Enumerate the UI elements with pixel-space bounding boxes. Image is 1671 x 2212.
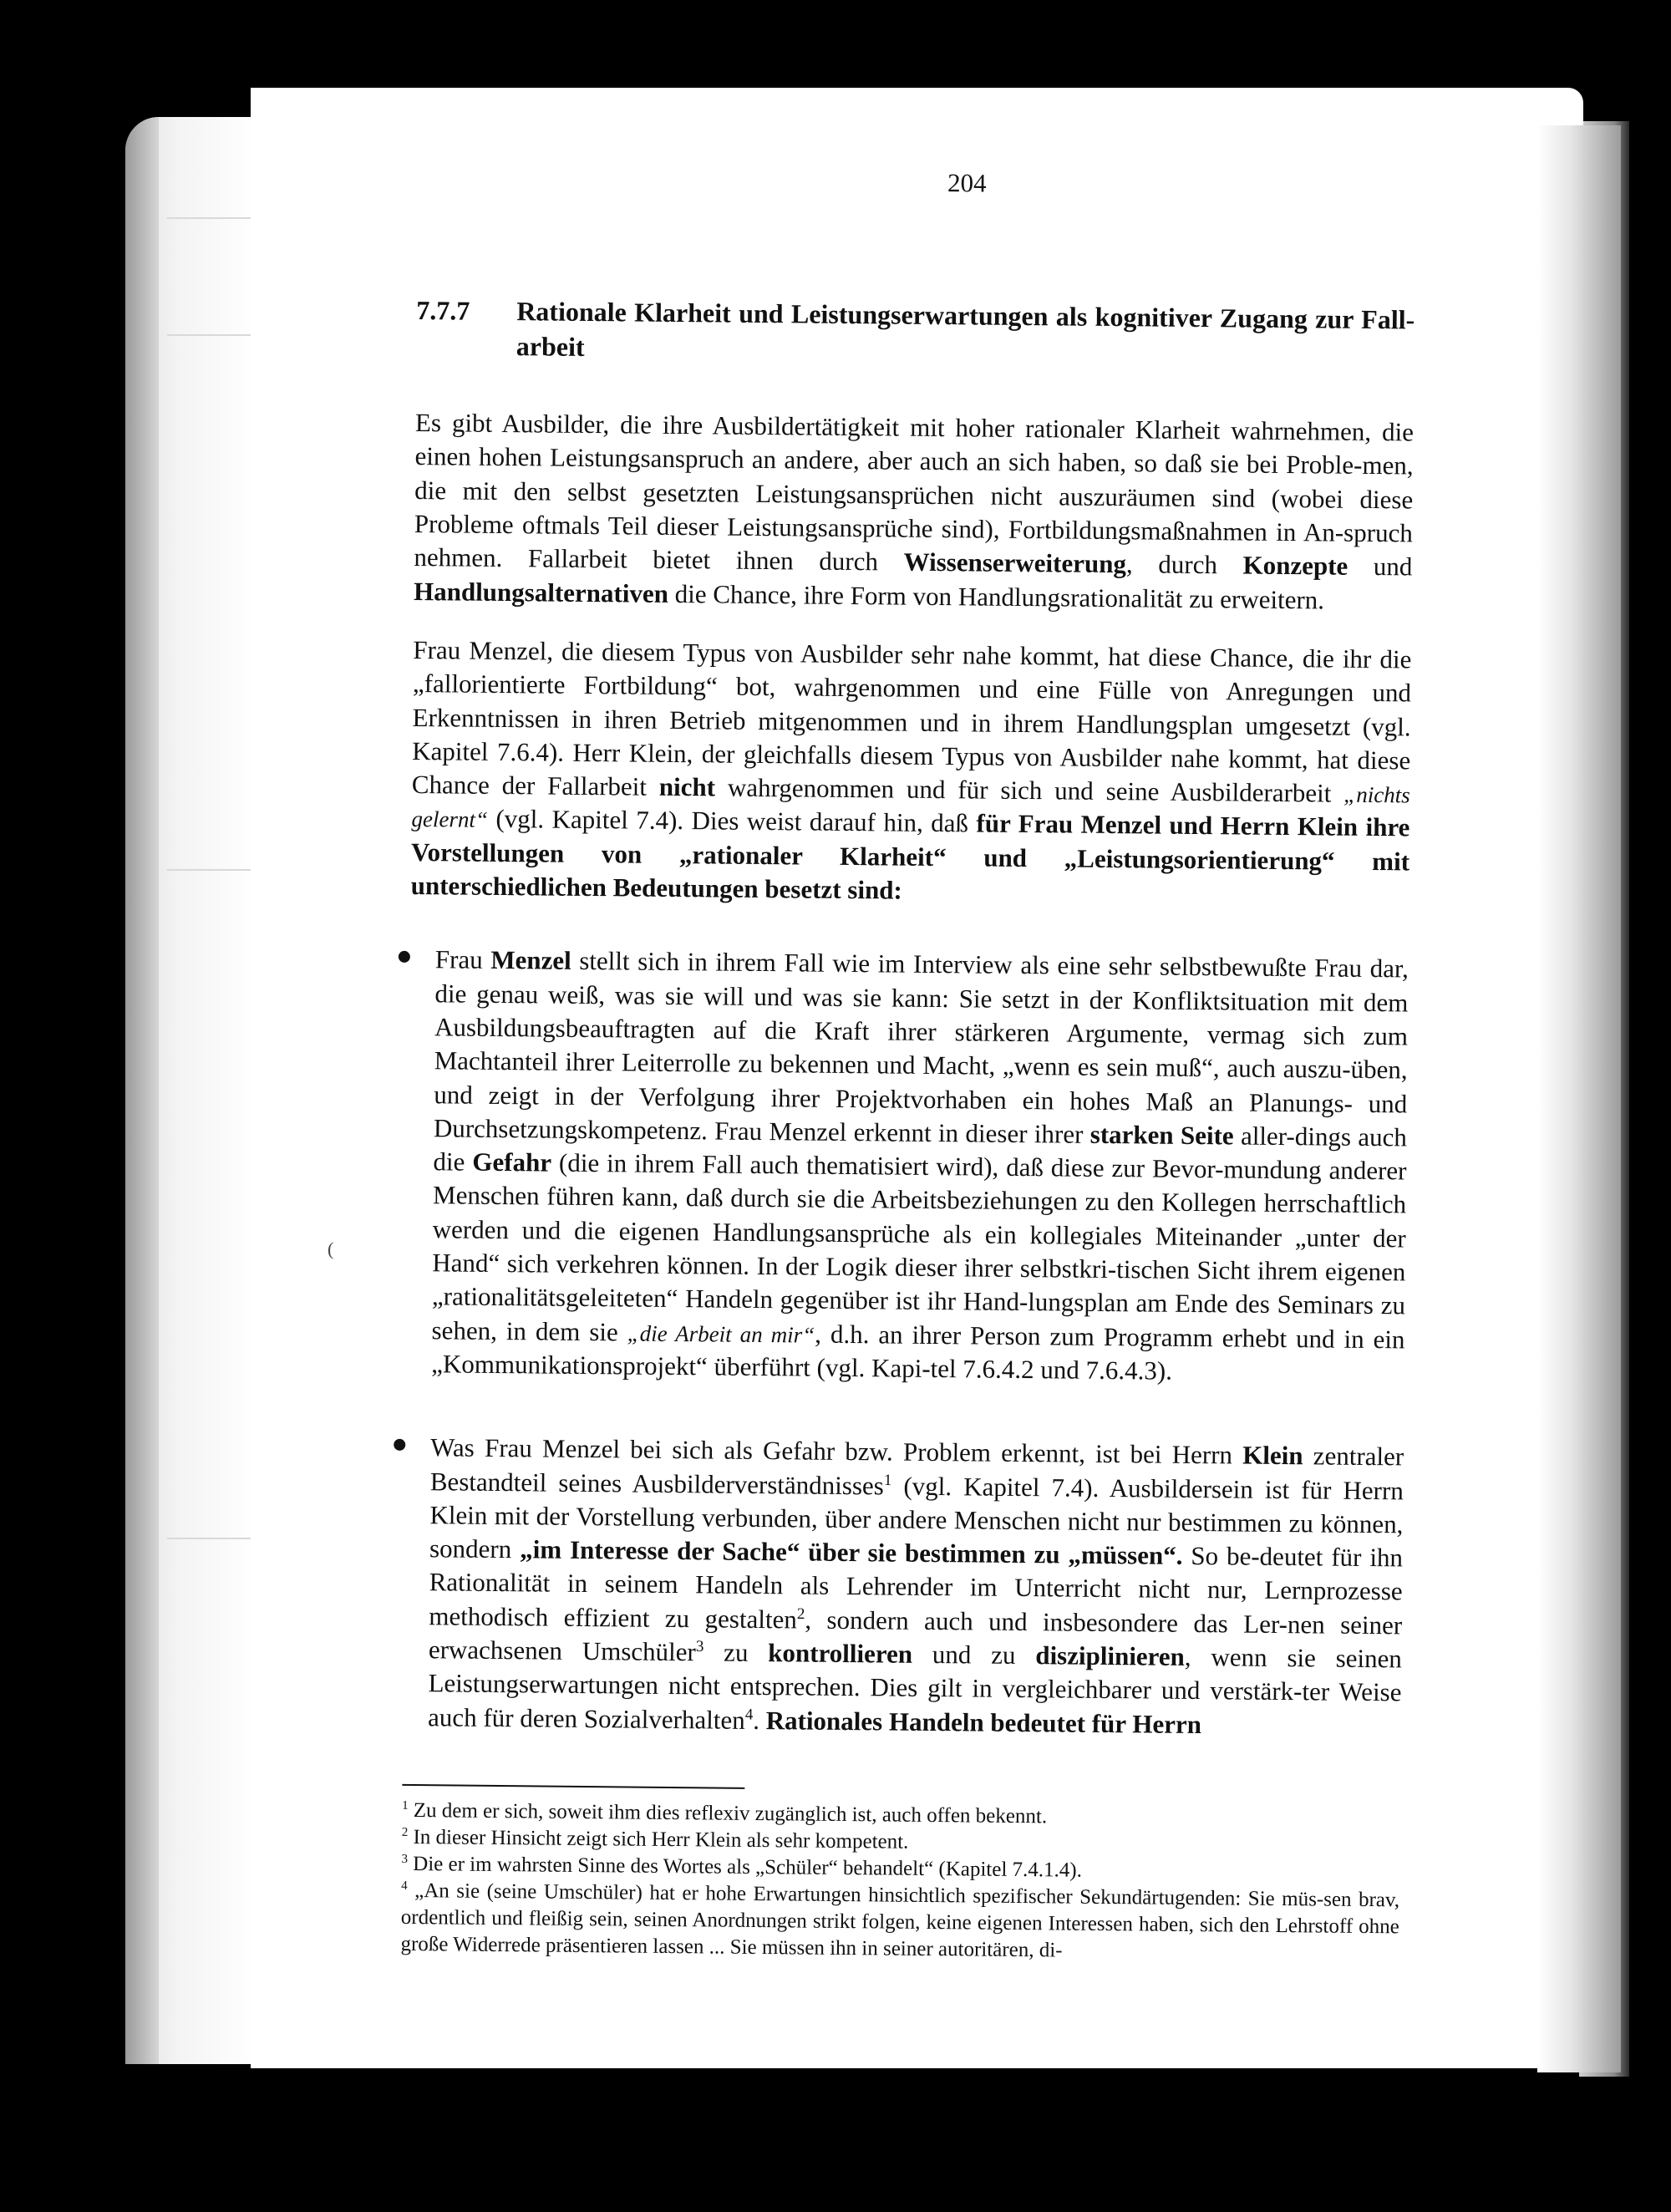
section-number: 7.7.7 [416, 294, 470, 326]
section-title: Rationale Klarheit und Leistungserwartungen als kognitiver Zugang zur Fall-arbeit [516, 296, 1415, 362]
page-edge-line [167, 869, 251, 871]
page-edge-line [167, 1538, 251, 1539]
footnote-ref: 3 [695, 1637, 704, 1655]
page-content [400, 163, 1416, 1967]
page-edge-line [167, 217, 251, 219]
footnote: $^3$ Die er im wahrsten Sinne des Wortes als „Schüler“ behandelt“ (Kapitel 7.4.1.4). [401, 1852, 1083, 1882]
bullet-list [403, 943, 1409, 1743]
paragraph-1: Es gibt Ausbilder, die ihre Ausbildertätigkeit mit hoher rationaler Klarheit wahrnehmen, die einen hohen Leistungsanspruch an andere, aber auch an sich haben, so daß sie bei Proble-men, die mit den selbst gesetzten Leistungsansprüchen nicht auszuräumen sind (wobei diese Probleme oftmals Teil dieser Leistungsansprüche sind), Fortbildungsmaßnahmen in An-spruch nehmen. Fallarbeit bietet ihnen durch Wissenserweiterung, durch Konzepte und Handlungsalternativen die Chance, ihre Form von Handlungsrationalität zu erweitern. [413, 408, 1415, 615]
footnote-divider [402, 1784, 744, 1789]
margin-mark: ( [328, 1238, 334, 1259]
footnote-ref: 4 [744, 1706, 754, 1724]
footnote: $^1$ Zu dem er sich, soweit ihm dies reflexiv zugänglich ist, auch offen bekennt. [402, 1798, 1048, 1828]
bullet-2-text: Was Frau Menzel bei sich als Gefahr bzw. Problem erkennt, ist bei Herrn Klein zentraler Bestandteil seines Ausbilderverständnisses$^1$ (vgl. Kapitel 7.4). Ausbildersein ist für Herrn Klein mit der Vorstellung verbunden, über andere Menschen nicht nur bestimmen zu können, sondern „im Interesse der Sache“ über sie bestimmen zu „müssen“. So be-deutet für ihn Rationalität in seinem Handeln als Lehrender im Unterricht nicht nur, Lernprozesse methodisch effizient zu gestalten$^2$, sondern auch und insbesondere das Ler-nen seiner erwachsenen Umschüler$^3$ zu kontrollieren und zu disziplinieren, wenn sie seinen Leistungserwartungen nicht entsprechen. Dies gilt in vergleichbarer und verstärk-ter Weise auch für deren Sozialverhalten$^4$. Rationales Handeln bedeutet für Herrn [427, 1432, 1404, 1739]
section-heading [416, 293, 1415, 373]
list-item [406, 943, 1409, 1390]
page-number: 204 [947, 168, 987, 198]
list-item [403, 1431, 1404, 1743]
page-gutter-shadow [1537, 125, 1621, 2072]
bullet-1-text: Frau Menzel stellt sich in ihrem Fall wie im Interview als eine sehr selbstbewußte Frau dar, die genau weiß, was sie will und was sie kann: Sie setzt in der Konfliktsituation mit dem Ausbildungsbeauftragten auf die Kraft ihrer stärkeren Argumente, vermag sich zum Machtanteil ihrer Leiterrolle zu bekennen und Macht, „wenn es sein muß“, auch auszu-üben, und zeigt in der Verfolgung ihrer Projektvorhaben ein hohes Maß an Planungs- und Durchsetzungskompetenz. Frau Menzel erkennt in dieser ihrer starken Seite aller-dings auch die Gefahr (die in ihrem Fall auch thematisiert wird), daß diese zur Bevor-mundung anderer Menschen führen kann, daß durch sie die Arbeitsbeziehungen zu den Kollegen herrschaftlich werden und die eigenen Handlungsansprüche als ein kollegiales Miteinander „unter der Hand“ sich verkehren können. In der Logik dieser ihrer selbstkri-tischen Sicht ihrem eigenen „rationalitätsgeleiteten“ Handeln gegenüber ist ihr Hand-lungsplan am Ende des Seminars zu sehen, in dem sie „die Arbeit an mir“, d.h. an ihrer Person zum Programm erhebt und in ein „Kommunikationsprojekt“ überführt (vgl. Kapi-tel 7.6.4.2 und 7.6.4.3). [431, 944, 1409, 1386]
page-edge-line [167, 334, 251, 336]
footnote-ref: 2 [796, 1604, 805, 1623]
book-page-stack [125, 117, 259, 2064]
footnote-ref: 1 [883, 1471, 892, 1489]
footnote: $^4$ „An sie (seine Umschüler) hat er hohe Erwartungen hinsichtlich spezifischer Sekundärtugenden: Sie müs-sen brav, ordentlich und fleißig sein, seinen Anordnungen strikt folgen, keine eigenen Interessen haben, sich den Lehrstoff ohne große Widerrede präsentieren lassen ... Sie müssen ihn in seiner autoritären, di- [400, 1879, 1400, 1962]
paragraph-2: Frau Menzel, die diesem Typus von Ausbilder sehr nahe kommt, hat diese Chance, die ihr die „fallorientierte Fortbildung“ bot, wahrgenommen und eine Fülle von Anregungen und Erkenntnissen in ihren Betrieb mitgenommen und in ihrem Handlungsplan umgesetzt (vgl. Kapitel 7.6.4). Herr Klein, der gleichfalls diesem Typus von Ausbilder nahe kommt, hat diese Chance der Fallarbeit nicht wahrgenommen und für sich und seine Ausbilderarbeit „nichts gelernt“ (vgl. Kapitel 7.4). Dies weist darauf hin, daß für Frau Menzel und Herrn Klein ihre Vorstellungen von „rationaler Klarheit“ und „Leistungsorientierung“ mit unterschiedlichen Bedeutungen besetzt sind: [410, 634, 1412, 905]
book-edge [125, 117, 159, 2064]
footnote: $^2$ In dieser Hinsicht zeigt sich Herr Klein als sehr kompetent. [401, 1825, 909, 1854]
